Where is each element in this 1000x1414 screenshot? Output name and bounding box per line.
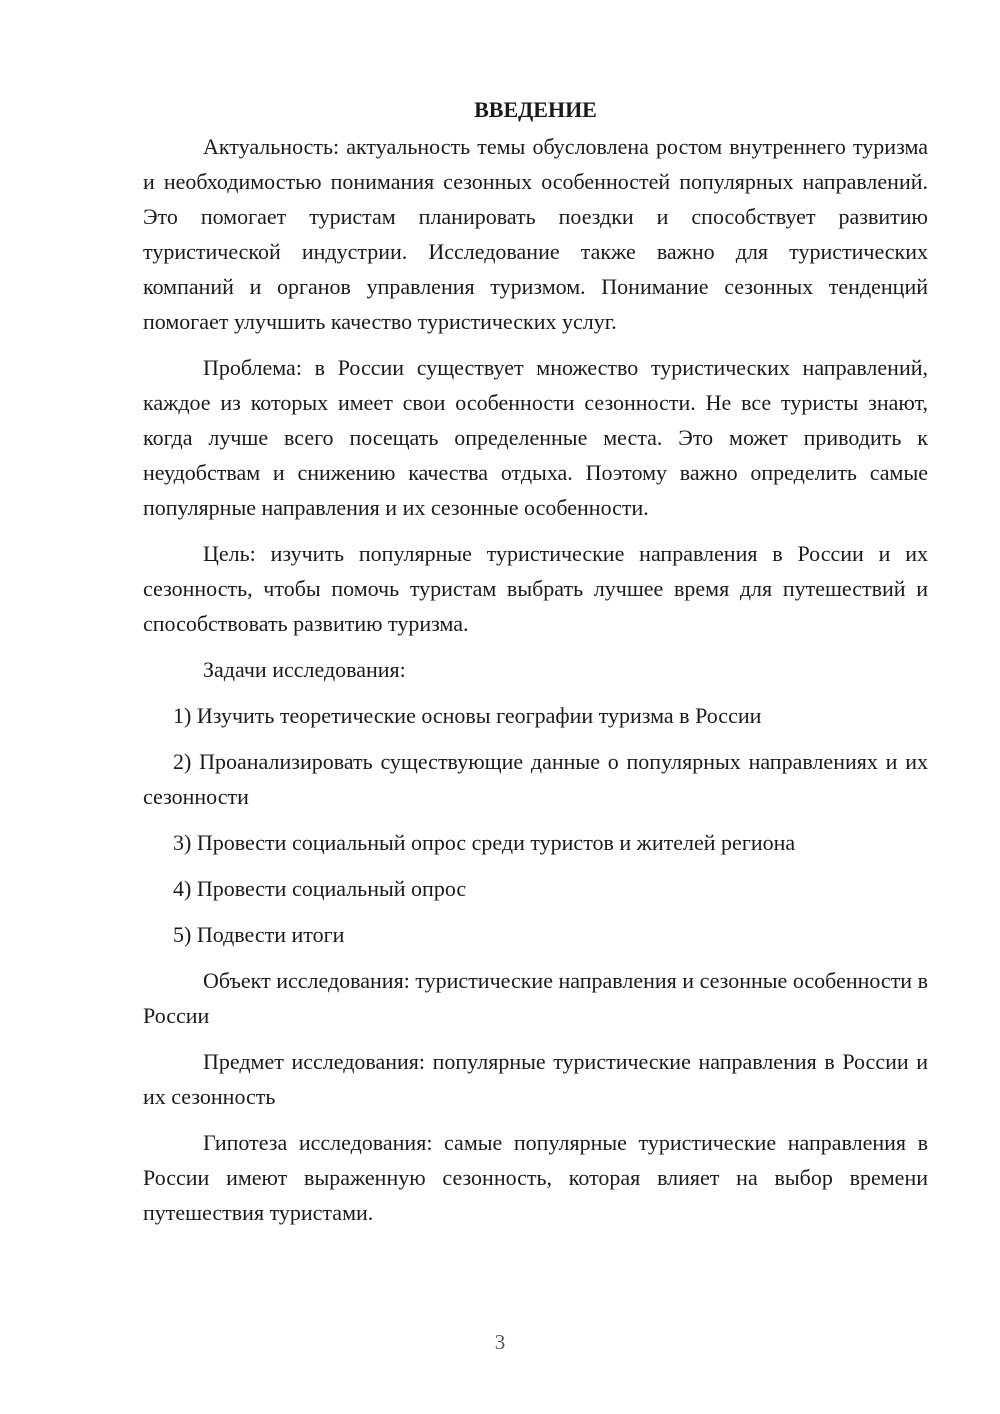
paragraph-subject: Предмет исследования: популярные туристические направления в России и их сезонность [143,1049,928,1109]
paragraph-goal: Цель: изучить популярные туристические направления в России и их сезонность, чтобы помочь туристам выбрать лучшее время для путешествий и способствовать развитию туризма. [143,541,928,636]
page-number: 3 [494,1330,506,1354]
paragraph-problem: Проблема: в России существует множество туристических направлений, каждое из которых имеет свои особенности сезонности. Не все туристы знают, когда лучше всего посещать определенные места. Это может приводить к неудобствам и снижению качества отдыха. Поэтому важно определить самые популярные направления и их сезонные особенности. [143,355,928,520]
task-item-5: 5) Подвести итоги [173,922,345,947]
task-item-4: 4) Провести социальный опрос [173,876,467,901]
paragraph-hypothesis: Гипотеза исследования: самые популярные туристические направления в России имеют выраженную сезонность, которая влияет на выбор времени путешествия туристами. [143,1130,928,1225]
document-page [143,92,928,1241]
task-item-2: 2) Проанализировать существующие данные о популярных направлениях и их сезонности [143,749,928,809]
task-item-1: 1) Изучить теоретические основы географии туризма в России [173,703,762,728]
section-title: ВВЕДЕНИЕ [474,97,597,122]
task-item-3: 3) Провести социальный опрос среди туристов и жителей региона [173,830,796,855]
paragraph-object: Объект исследования: туристические направления и сезонные особенности в России [143,968,928,1028]
paragraph-relevance: Актуальность: актуальность темы обусловлена ростом внутреннего туризма и необходимостью понимания сезонных особенностей популярных направлений. Это помогает туристам планировать поездки и способствует развитию туристической индустрии. Исследование также важно для туристических компаний и органов управления туризмом. Понимание сезонных тенденций помогает улучшить качество туристических услуг. [143,134,928,334]
paragraph-tasks-heading: Задачи исследования: [203,657,406,682]
